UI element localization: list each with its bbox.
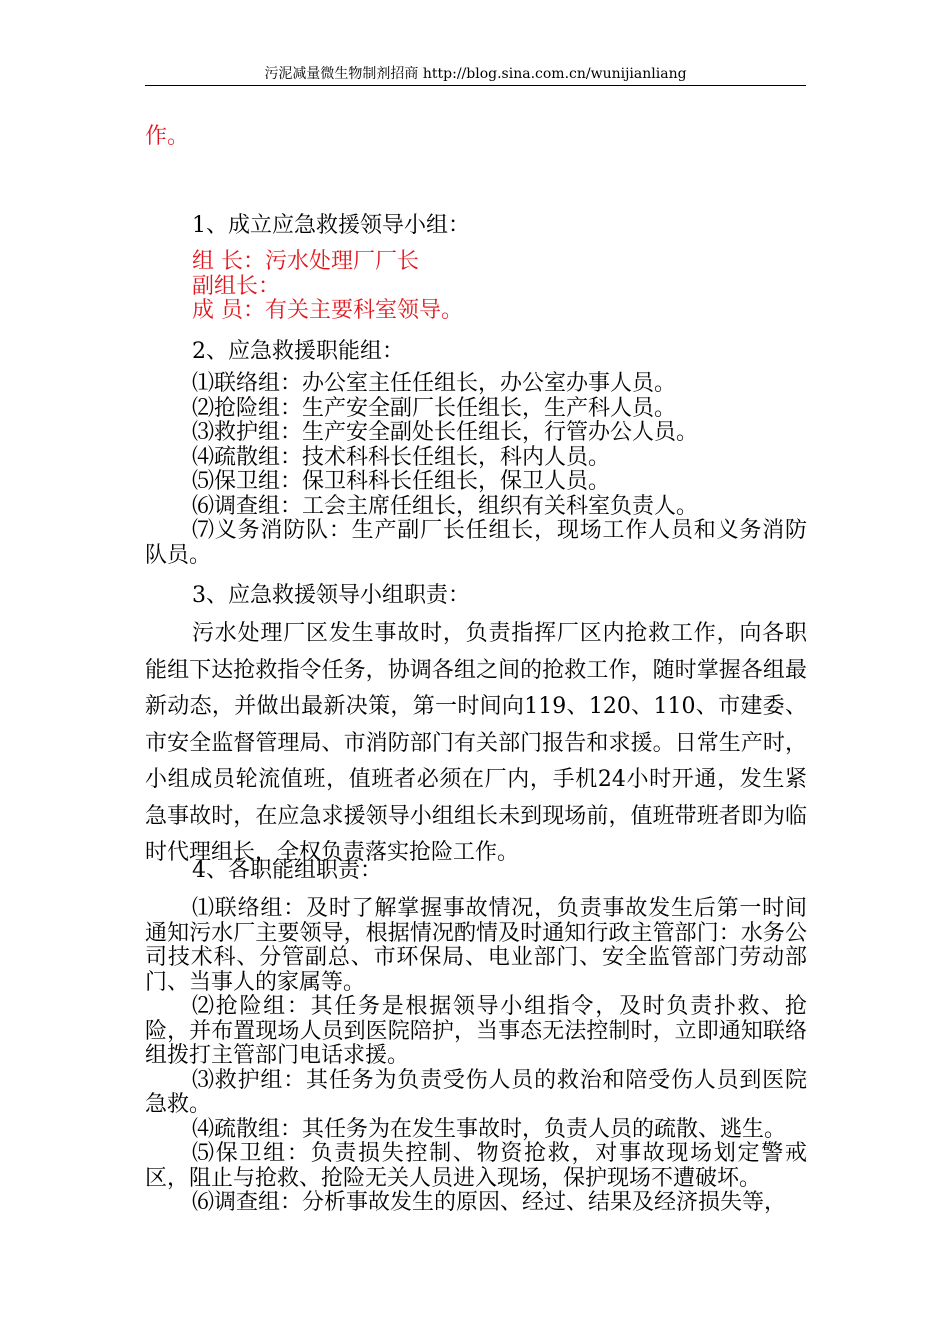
leadership-list [145,250,807,324]
duty-list [145,897,807,1216]
continuation-text: 作。 [145,124,190,149]
section3-body: 污水处理厂区发生事故时，负责指挥厂区内抢救工作，向各职能组下达抢救指令任务，协调各组之间的抢救工作，随时掌握各组最新动态，并做出最新决策，第一时间向119、120、110、市建委、市安全监督管理局、市消防部门有关部门报告和求援。日常生产时，小组成员轮流值班，值班者必须在厂内，手机24小时开通，发生紧急事故时，在应急求援领导小组组长未到现场前，值班带班者即为临时代理组长，全权负责落实抢险工作。 [145,621,807,865]
leader-line: 组 长：污水处理厂厂长 [192,249,419,274]
page-header: 污泥减量微生物制剂招商 http://blog.sina.com.cn/wunijianliang [264,66,687,82]
list-item: ⑺义务消防队：生产副厂长任组长，现场工作人员和义务消防队员。 [145,518,807,568]
list-item: ⑸保卫组：保卫科科长任组长，保卫人员。 [192,469,611,494]
section2-heading: 2、应急救援职能组： [192,339,404,364]
list-item: ⑶救护组：其任务为负责受伤人员的救治和陪受伤人员到医院急救。 [145,1067,807,1117]
list-item: ⑷疏散组：其任务为在发生事故时，负责人员的疏散、逃生。 [192,1116,787,1142]
list-item: ⑸保卫组：负责损失控制、物资抢救，对事故现场划定警戒区，阻止与抢救、抢险无关人员进入现场，保护现场不遭破坏。 [145,1141,807,1191]
header-rule [145,85,806,86]
list-item: ⑹调查组：分析事故发生的原因、经过、结果及经济损失等， [192,1190,787,1215]
function-group-list [145,372,807,568]
list-item: ⑵抢险组：其任务是根据领导小组指令，及时负责扑救、抢险，并布置现场人员到医院陪护，当事态无法控制时，立即通知联络组拨打主管部门电话求援。 [145,994,807,1068]
list-item: ⑷疏散组：技术科科长任组长，科内人员。 [192,444,611,470]
list-item: ⑶救护组：生产安全副处长任组长，行管办公人员。 [192,420,699,445]
section1-heading: 1、成立应急救援领导小组： [192,213,470,238]
list-item: ⑵抢险组：生产安全副厂长任组长，生产科人员。 [192,395,677,421]
section3-heading: 3、应急救援领导小组职责： [192,583,470,608]
list-item: ⑴联络组：办公室主任任组长，办公室办事人员。 [192,371,677,396]
list-item: ⑴联络组：及时了解掌握事故情况，负责事故发生后第一时间通知污水厂主要领导，根据情况酌情及时通知行政主管部门：水务公司技术科、分管副总、市环保局、电业部门、安全监管部门劳动部门、当事人的家属等。 [145,896,807,995]
deputy-line: 副组长： [192,273,281,299]
members-line: 成 员：有关主要科室领导。 [192,298,463,323]
section4-heading: 4、各职能组职责： [192,858,382,883]
list-item: ⑹调查组：工会主席任组长，组织有关科室负责人。 [192,493,699,519]
